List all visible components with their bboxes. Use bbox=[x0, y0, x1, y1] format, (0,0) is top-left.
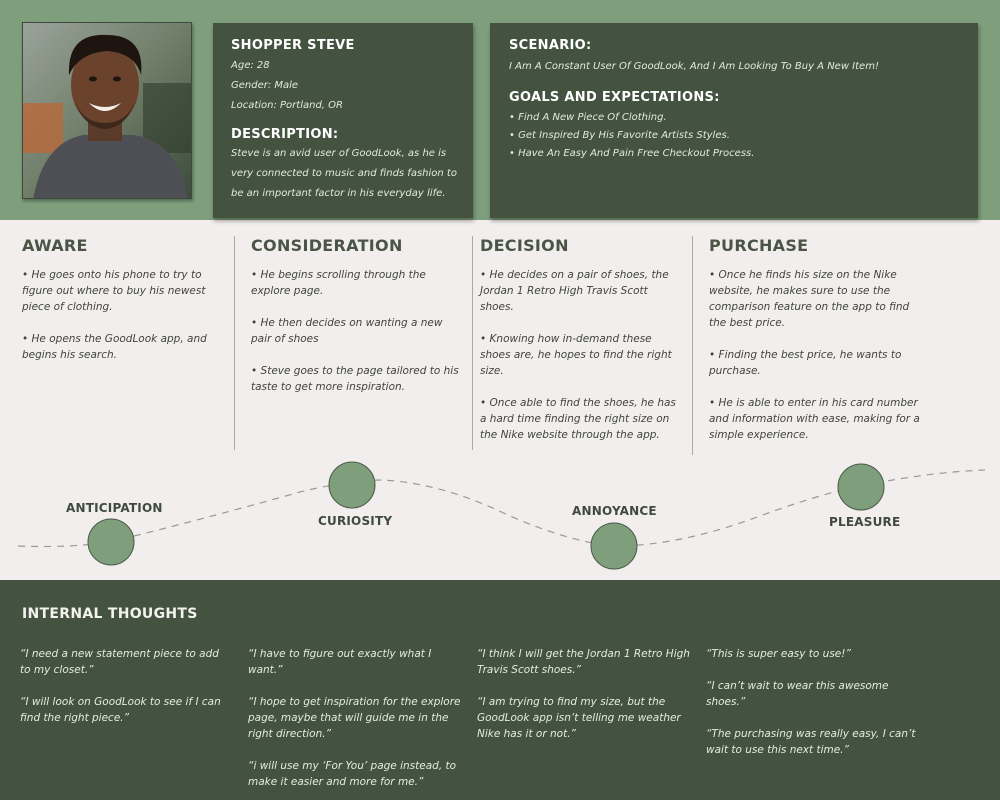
emotion-label-anticipation: ANTICIPATION bbox=[66, 501, 163, 515]
stage-item: • He then decides on wanting a new pair of shoes bbox=[251, 317, 443, 345]
stage-item: • He goes onto his phone to try to figure out where to buy his newest piece of clothing. bbox=[22, 269, 206, 313]
thought-quote: “i will use my ‘For You’ page instead, to make it easier and more for me.” bbox=[248, 760, 457, 788]
persona-description: Steve is an avid user of GoodLook, as he is very connected to music and finds fashion to be an important factor in his everyday life. bbox=[231, 148, 457, 199]
stage-item: • He opens the GoodLook app, and begins his search. bbox=[22, 333, 207, 361]
persona-gender: Gender: Male bbox=[231, 80, 299, 91]
description-heading: DESCRIPTION: bbox=[231, 127, 339, 142]
emotion-point-anticipation bbox=[88, 519, 134, 565]
stage-item: • Knowing how in-demand these shoes are, he hopes to find the right size. bbox=[480, 333, 672, 377]
emotion-point-pleasure bbox=[838, 464, 884, 510]
stage-divider bbox=[472, 236, 473, 450]
emotion-label-pleasure: PLEASURE bbox=[829, 515, 901, 529]
thoughts-column-decision bbox=[477, 646, 691, 758]
stage-item: • Steve goes to the page tailored to his taste to get more inspiration. bbox=[251, 365, 459, 393]
scenario-card bbox=[490, 23, 978, 218]
persona-photo bbox=[22, 22, 192, 199]
thought-quote: “The purchasing was really easy, I can’t wait to use this next time.” bbox=[706, 728, 916, 756]
emotion-label-annoyance: ANNOYANCE bbox=[572, 504, 657, 518]
emotion-point-curiosity bbox=[329, 462, 375, 508]
persona-location: Location: Portland, OR bbox=[231, 100, 343, 111]
internal-thoughts-panel bbox=[0, 580, 1000, 800]
stage-item: • Once he finds his size on the Nike website, he makes sure to use the comparison feature on the app to find the best price. bbox=[709, 269, 910, 329]
stage-title: AWARE bbox=[22, 236, 88, 255]
stage-title: CONSIDERATION bbox=[251, 236, 403, 255]
goal-item: • Find A New Piece Of Clothing. bbox=[509, 112, 667, 123]
stage-title: DECISION bbox=[480, 236, 569, 255]
thought-quote: “I need a new statement piece to add to my closet.” bbox=[20, 648, 219, 676]
goals-list bbox=[509, 112, 966, 159]
goals-heading: GOALS AND EXPECTATIONS: bbox=[509, 90, 720, 105]
persona-name: SHOPPER STEVE bbox=[231, 38, 355, 53]
persona-age: Age: 28 bbox=[231, 60, 270, 71]
stage-aware bbox=[22, 236, 232, 379]
stage-item: • He is able to enter in his card number and information with ease, making for a simple experience. bbox=[709, 397, 920, 441]
stage-purchase bbox=[709, 236, 923, 459]
thoughts-column-aware bbox=[20, 646, 232, 742]
internal-thoughts-heading: INTERNAL THOUGHTS bbox=[22, 606, 198, 622]
stage-decision bbox=[480, 236, 684, 459]
thought-quote: “I have to figure out exactly what I want.” bbox=[248, 648, 432, 676]
persona-card bbox=[213, 23, 473, 218]
thought-quote: “I will look on GoodLook to see if I can find the right piece.” bbox=[20, 696, 221, 724]
scenario-text: I Am A Constant User Of GoodLook, And I Am Looking To Buy A New Item! bbox=[509, 61, 879, 72]
emotion-label-curiosity: CURIOSITY bbox=[318, 514, 393, 528]
goal-item: • Have An Easy And Pain Free Checkout Process. bbox=[509, 148, 755, 159]
stage-divider bbox=[234, 236, 235, 450]
scenario-heading: SCENARIO: bbox=[509, 38, 592, 53]
goal-item: • Get Inspired By His Favorite Artists Styles. bbox=[509, 130, 730, 141]
thought-quote: “I can’t wait to wear this awesome shoes.” bbox=[706, 680, 889, 708]
stage-divider bbox=[692, 236, 693, 455]
stage-item: • He begins scrolling through the explore page. bbox=[251, 269, 426, 297]
thought-quote: “I think I will get the Jordan 1 Retro High Travis Scott shoes.” bbox=[477, 648, 690, 676]
thoughts-column-purchase bbox=[706, 646, 920, 774]
thought-quote: “I am trying to find my size, but the GoodLook app isn’t telling me weather Nike has it or not.” bbox=[477, 696, 681, 740]
stage-title: PURCHASE bbox=[709, 236, 809, 255]
stage-item: • He decides on a pair of shoes, the Jordan 1 Retro High Travis Scott shoes. bbox=[480, 269, 669, 313]
emotion-point-annoyance bbox=[591, 523, 637, 569]
stage-consideration bbox=[251, 236, 465, 411]
thought-quote: “This is super easy to use!” bbox=[706, 648, 851, 660]
thought-quote: “I hope to get inspiration for the explore page, maybe that will guide me in the right direction.” bbox=[248, 696, 461, 740]
stage-item: • Once able to find the shoes, he has a hard time finding the right size on the Nike website through the app. bbox=[480, 397, 676, 441]
thoughts-column-consideration bbox=[248, 646, 462, 800]
persona-photo-illustration bbox=[23, 23, 192, 199]
stage-item: • Finding the best price, he wants to purchase. bbox=[709, 349, 902, 377]
